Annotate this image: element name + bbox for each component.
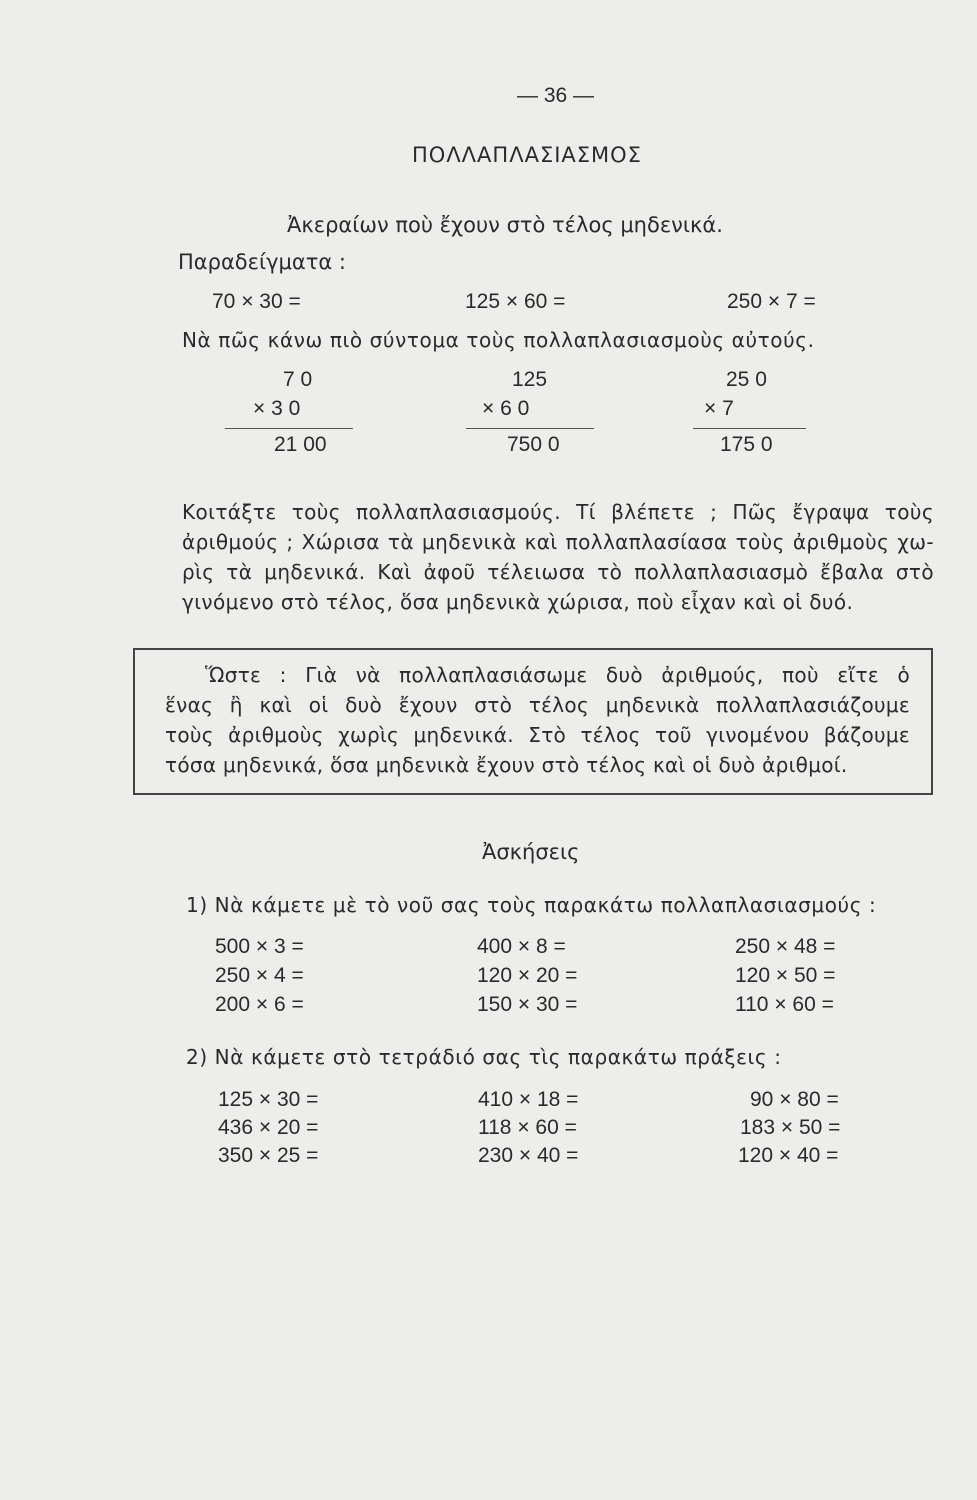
rule-line: τοὺς ἀριθμοὺς χωρὶς μηδενικά. Στὸ τέλος τοῦ γινομένου βάζουμε (165, 723, 910, 747)
exercise-2-item: 90 × 80 = (750, 1088, 839, 1111)
exercise-2-item: 125 × 30 = (218, 1088, 319, 1111)
worked-2-rule (466, 428, 594, 429)
worked-3-mult: × 7 (704, 397, 734, 420)
worked-1-mult: × 3 0 (253, 397, 301, 420)
section-subtitle: Ἀκεραίων ποὺ ἔχουν στὸ τέλος μηδενικά. (287, 213, 723, 237)
page-title: ΠΟΛΛΑΠΛΑΣΙΑΣΜΟΣ (412, 143, 642, 167)
explanation-line: ἀριθμούς ; Χώρισα τὰ μηδενικὰ καὶ πολλαπλασίασα τοὺς ἀριθμοὺς χω- (182, 530, 934, 554)
worked-1-result: 21 00 (274, 433, 327, 456)
worked-1-rule (225, 428, 353, 429)
exercise-1-item: 250 × 4 = (215, 964, 304, 987)
exercise-1-item: 110 × 60 = (735, 993, 834, 1016)
exercise-2-item: 230 × 40 = (478, 1144, 579, 1167)
worked-2-result: 750 0 (507, 433, 560, 456)
exercise-2-instruction: 2) Νὰ κάμετε στὸ τετράδιό σας τὶς παρακάτω πράξεις : (186, 1045, 782, 1069)
worked-3-top: 25 0 (726, 368, 767, 391)
question-line: Νὰ πῶς κάνω πιὸ σύντομα τοὺς πολλαπλασιασμοὺς αὐτούς. (182, 328, 815, 352)
rule-box (133, 648, 933, 795)
exercise-1-item: 150 × 30 = (477, 993, 578, 1016)
exercise-2-item: 118 × 60 = (478, 1116, 577, 1139)
example-2: 125 × 60 = (465, 290, 566, 313)
exercise-1-item: 200 × 6 = (215, 993, 304, 1016)
exercise-2-item: 120 × 40 = (738, 1144, 839, 1167)
page-number: — 36 — (517, 84, 595, 107)
worked-3-result: 175 0 (720, 433, 773, 456)
examples-label: Παραδείγματα : (178, 250, 346, 274)
exercise-2-item: 436 × 20 = (218, 1116, 319, 1139)
exercise-1-instruction: 1) Νὰ κάμετε μὲ τὸ νοῦ σας τοὺς παρακάτω πολλαπλασιασμούς : (186, 893, 877, 917)
worked-1-top: 7 0 (283, 368, 313, 391)
example-1: 70 × 30 = (212, 290, 301, 313)
worked-2-top: 125 (512, 368, 548, 391)
explanation-paragraph (182, 497, 934, 617)
rule-line: ἕνας ἢ καὶ οἱ δυὸ ἔχουν στὸ τέλος μηδενικὰ πολλαπλασιάζουμε (165, 693, 910, 717)
exercises-heading: Ἀσκήσεις (482, 840, 580, 864)
explanation-line: ρὶς τὰ μηδενικά. Καὶ ἀφοῦ τέλειωσα τὸ πολλαπλασιασμὸ ἔβαλα στὸ (182, 560, 934, 584)
exercise-1-item: 120 × 20 = (477, 964, 578, 987)
rule-line: τόσα μηδενικά, ὅσα μηδενικὰ ἔχουν στὸ τέλος καὶ οἱ δυὸ ἀριθμοί. (165, 753, 848, 777)
exercise-2-item: 183 × 50 = (740, 1116, 841, 1139)
exercise-2-item: 350 × 25 = (218, 1144, 319, 1167)
exercise-1-item: 400 × 8 = (477, 935, 566, 958)
example-3: 250 × 7 = (727, 290, 816, 313)
worked-3-rule (693, 428, 806, 429)
exercise-1-item: 250 × 48 = (735, 935, 836, 958)
explanation-line: γινόμενο στὸ τέλος, ὅσα μηδενικὰ χώρισα, ποὺ εἶχαν καὶ οἱ δυό. (182, 590, 854, 614)
exercise-1-item: 500 × 3 = (215, 935, 304, 958)
explanation-line: Κοιτάξτε τοὺς πολλαπλασιασμούς. Τί βλέπετε ; Πῶς ἔγραψα τοὺς (182, 500, 934, 524)
rule-line: Ὥστε : Γιὰ νὰ πολλαπλασιάσωμε δυὸ ἀριθμούς, ποὺ εἴτε ὁ (205, 663, 910, 687)
exercise-1-item: 120 × 50 = (735, 964, 836, 987)
worked-2-mult: × 6 0 (482, 397, 530, 420)
exercise-2-item: 410 × 18 = (478, 1088, 579, 1111)
